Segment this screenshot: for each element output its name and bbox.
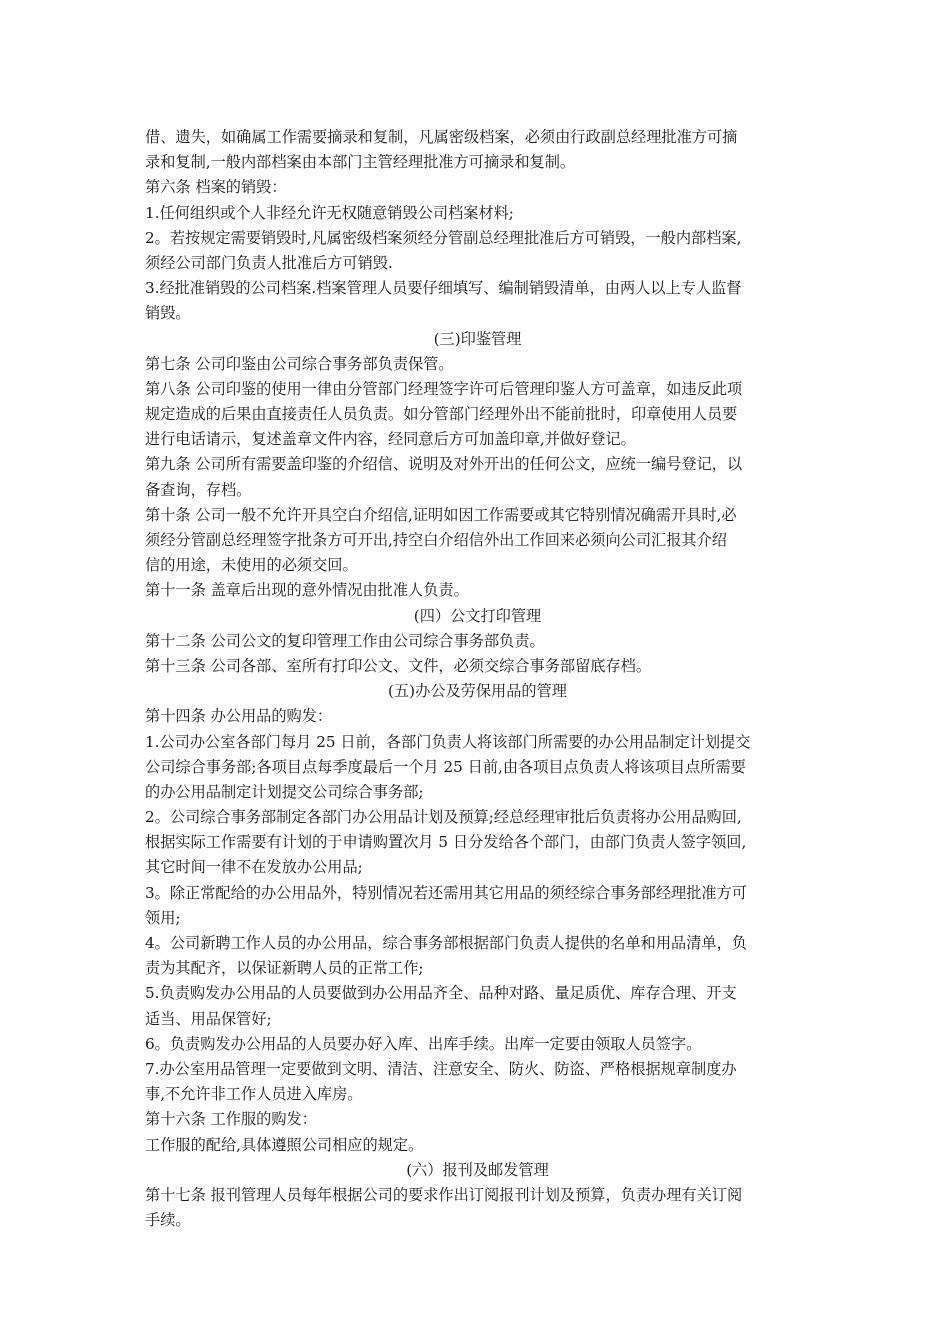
text-line: 借、遗失，如确属工作需要摘录和复制，凡属密级档案，必须由行政副总经理批准方可摘 — [145, 128, 738, 146]
text-line: 第八条 公司印鉴的使用一律由分管部门经理签字许可后管理印鉴人方可盖章，如违反此项 — [145, 379, 743, 398]
text-line: 4。公司新聘工作人员的办公用品，综合事务部根据部门负责人提供的名单和用品清单，负 — [145, 934, 747, 952]
text-line: 第十二条 公司公文的复印管理工作由公司综合事务部负责。 — [145, 631, 545, 650]
text-line: 1.公司办公室各部门每月 25 日前，各部门负责人将该部门所需要的办公用品制定计划提交 — [145, 732, 751, 751]
text-line: 7.办公室用品管理一定要做到文明、清洁、注意安全、防火、防盗、严格根据规章制度办 — [145, 1059, 737, 1078]
text-line: 第十三条 公司各部、室所有打印公文、文件，必须交综合事务部留底存档。 — [145, 656, 652, 675]
section-heading: (三)印鉴管理 — [433, 329, 522, 348]
text-line: 第七条 公司印鉴由公司综合事务部负责保管。 — [145, 354, 454, 373]
text-line: 3.经批准销毁的公司档案.档案管理人员要仔细填写、编制销毁清单，由两人以上专人监督 — [145, 279, 742, 298]
text-line: 第十条 公司一般不允许开具空白介绍信,证明如因工作需要或其它特别情况确需开具时,必 — [145, 505, 737, 524]
text-line: 进行电话请示，复述盖章文件内容，经同意后方可加盖印章,并做好登记。 — [145, 430, 636, 449]
text-line: 销毁。 — [145, 304, 191, 323]
section-heading: (四）公文打印管理 — [413, 606, 542, 625]
text-line: 第六条 档案的销毁： — [145, 178, 287, 197]
text-line: 领用; — [145, 908, 181, 927]
text-line: 须经分管副总经理签字批条方可开出,持空白介绍信外出工作回来必须向公司汇报其介绍 — [145, 531, 727, 549]
document-page — [145, 125, 810, 1233]
text-line: 2。公司综合事务部制定各部门办公用品计划及预算;经总经理审批后负责将办公用品购回, — [145, 808, 742, 827]
text-line: 第九条 公司所有需要盖印鉴的介绍信、说明及对外开出的任何公文，应统一编号登记，以 — [145, 455, 743, 474]
text-line: 第十四条 办公用品的购发： — [145, 707, 333, 726]
text-line: 第十一条 盖章后出现的意外情况由批准人负责。 — [145, 581, 469, 600]
text-line: 事,不允许非工作人员进入库房。 — [145, 1085, 363, 1104]
text-line: 第十七条 报刊管理人员每年根据公司的要求作出订阅报刊计划及预算，负责办理有关订阅 — [145, 1185, 743, 1204]
section-heading: (六）报刊及邮发管理 — [406, 1160, 549, 1179]
text-line: 工作服的配给,具体遵照公司相应的规定。 — [145, 1135, 424, 1154]
text-line: 5.负责购发办公用品的人员要做到办公用品齐全、品种对路、量足质优、库存合理、开支 — [145, 984, 737, 1003]
section-heading: (五)办公及劳保用品的管理 — [388, 682, 567, 701]
text-line: 6。负责购发办公用品的人员要办好入库、出库手续。出库一定要由领取人员签字。 — [145, 1034, 702, 1053]
text-line: 公司综合事务部;各项目点每季度最后一个月 25 日前,由各项目点负责人将该项目点所需要 — [145, 757, 746, 776]
text-line: 3。除正常配给的办公用品外，特别情况若还需用其它用品的须经综合事务部经理批准方可 — [145, 883, 747, 902]
text-line: 其它时间一律不在发放办公用品; — [145, 858, 363, 877]
text-line: 须经公司部门负责人批准后方可销毁. — [145, 253, 393, 272]
text-line: 1.任何组织或个人非经允许无权随意销毁公司档案材料; — [145, 203, 514, 222]
text-line: 第十六条 工作服的购发： — [145, 1110, 317, 1129]
text-line: 录和复制,一般内部档案由本部门主管经理批准方可摘录和复制。 — [145, 153, 576, 172]
text-line: 2。若按规定需要销毁时,凡属密级档案须经分管副总经理批准后方可销毁，一般内部档案, — [145, 228, 742, 247]
text-line: 手续。 — [145, 1211, 191, 1230]
text-line: 的办公用品制定计划提交公司综合事务部; — [145, 782, 424, 801]
text-line: 规定造成的后果由直接责任人员负责。如分管部门经理外出不能前批时，印章使用人员要 — [145, 405, 738, 424]
text-line: 适当、用品保管好; — [145, 1009, 272, 1028]
text-line: 责为其配齐，以保证新聘人员的正常工作; — [145, 959, 424, 978]
text-line: 备查询，存档。 — [145, 480, 252, 499]
text-line: 信的用途，未使用的必须交回。 — [145, 556, 358, 575]
text-line: 根据实际工作需要有计划的于申请购置次月 5 日分发给各个部门，由部门负责人签字领回, — [145, 833, 747, 852]
